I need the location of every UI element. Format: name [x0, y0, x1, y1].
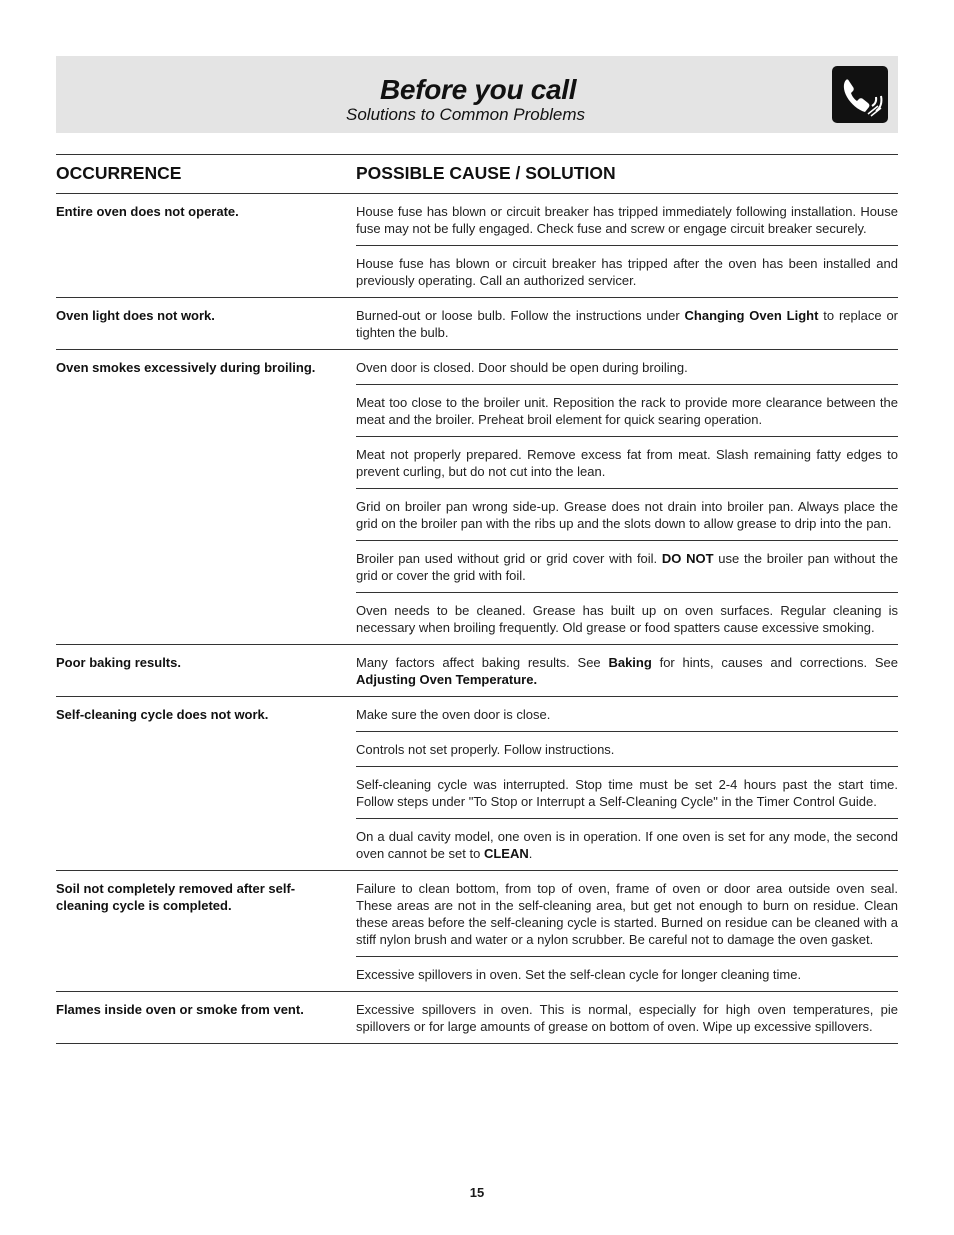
- page-number: 15: [469, 1185, 485, 1200]
- text-run: Self-cleaning cycle was interrupted. Stop time must be set 2-4 hours past the start time. Follow steps under "To Stop or Interrupt a Self-Cleaning Cycle" in the Timer Control Guide.: [356, 777, 898, 809]
- solution-text: [356, 298, 898, 349]
- solution-text: [356, 731, 898, 766]
- header-banner: [56, 56, 898, 133]
- solution-text: [356, 592, 898, 644]
- text-run: Make sure the oven door is close.: [356, 707, 551, 722]
- emphasis-text: Baking: [608, 655, 652, 670]
- table-row: [56, 697, 898, 871]
- solutions-cell: [356, 350, 898, 644]
- solution-text: [356, 488, 898, 540]
- solution-text: [356, 818, 898, 870]
- text-run: Controls not set properly. Follow instructions.: [356, 742, 615, 757]
- text-run: On a dual cavity model, one oven is in operation. If one oven is set for any mode, the second oven cannot be set to: [356, 829, 898, 861]
- column-header-occurrence: OCCURRENCE: [56, 163, 182, 183]
- solution-text: [356, 540, 898, 592]
- text-run: Excessive spillovers in oven. This is normal, especially for high oven temperatures, pie spillovers or for large amounts of grease on bottom of oven. Wipe up excessive spillovers.: [356, 1002, 898, 1034]
- solutions-cell: [356, 194, 898, 297]
- table-row: [56, 871, 898, 992]
- text-run: Failure to clean bottom, from top of oven, frame of oven or door area outside oven seal. These areas are not in the self-cleaning area, but get not enough to burn on residue. Clean these areas before the self-cleaning cycle is started. Burned on residue can be cleaned with a stiff nylon brush and water or a nylon scrubber. Be careful not to damage the oven gasket.: [356, 881, 898, 947]
- text-run: to replace or tighten the bulb.: [356, 308, 899, 340]
- solution-text: [356, 992, 898, 1043]
- table-row: [56, 194, 898, 298]
- emphasis-text: Changing Oven Light: [684, 308, 819, 323]
- solution-text: [356, 350, 898, 384]
- solution-text: [356, 766, 898, 818]
- text-run: Oven door is closed. Door should be open during broiling.: [356, 360, 688, 375]
- text-run: .: [528, 846, 533, 861]
- text-run: Meat too close to the broiler unit. Reposition the rack to provide more clearance between the meat and the broiler. Preheat broil element for quick searing operation.: [356, 395, 898, 427]
- solution-text: [356, 384, 898, 436]
- table-row: [56, 350, 898, 645]
- text-run: use the broiler pan without the grid or cover the grid with foil.: [356, 551, 898, 583]
- text-run: for hints, causes and corrections. See: [651, 655, 898, 670]
- text-run: Excessive spillovers in oven. Set the self-clean cycle for longer cleaning time.: [356, 967, 802, 982]
- text-run: Many factors affect baking results. See: [356, 655, 609, 670]
- solution-text: [356, 645, 898, 696]
- telephone-icon: [832, 66, 888, 123]
- table-row: [56, 298, 898, 350]
- solution-text: [356, 871, 898, 956]
- text-run: Burned-out or loose bulb. Follow the instructions under: [356, 308, 685, 323]
- solutions-cell: [356, 992, 898, 1043]
- emphasis-text: DO NOT: [661, 551, 714, 566]
- text-run: House fuse has blown or circuit breaker has tripped immediately following installation. House fuse may not be fully engaged. Check fuse and screw or engage circuit breaker securely.: [356, 204, 898, 236]
- solution-text: [356, 436, 898, 488]
- column-header-solution: POSSIBLE CAUSE / SOLUTION: [356, 163, 616, 183]
- text-run: Broiler pan used without grid or grid cover with foil.: [356, 551, 662, 566]
- solution-text: [356, 956, 898, 991]
- occurrence-cell: Oven smokes excessively during broiling.: [56, 360, 316, 375]
- solutions-cell: [356, 871, 898, 991]
- occurrence-cell: Oven light does not work.: [56, 308, 215, 323]
- occurrence-cell: Poor baking results.: [56, 655, 181, 670]
- troubleshooting-table: [56, 154, 898, 1044]
- page-subtitle: Solutions to Common Problems: [346, 105, 586, 124]
- text-run: House fuse has blown or circuit breaker has tripped after the oven has been installed and previously operating. Call an authorized servicer.: [356, 256, 898, 288]
- text-run: Grid on broiler pan wrong side-up. Grease does not drain into broiler pan. Always place the grid on the broiler pan with the ribs up and the slots down to allow grease to drip into the pan.: [356, 499, 898, 531]
- emphasis-text: Adjusting Oven Temperature.: [356, 672, 538, 687]
- page-title: Before you call: [380, 74, 577, 105]
- solutions-cell: [356, 645, 898, 696]
- text-run: Oven needs to be cleaned. Grease has built up on oven surfaces. Regular cleaning is necessary when broiling frequently. Old grease or food spatters cause excessive smoking.: [356, 603, 898, 635]
- table-row: [56, 645, 898, 697]
- occurrence-cell: Soil not completely removed after self-cleaning cycle is completed.: [56, 881, 296, 913]
- solution-text: [356, 697, 898, 731]
- table-row: [56, 992, 898, 1044]
- occurrence-cell: Self-cleaning cycle does not work.: [56, 707, 269, 722]
- emphasis-text: CLEAN: [483, 846, 529, 861]
- text-run: Meat not properly prepared. Remove excess fat from meat. Slash remaining fatty edges to prevent curling, but do not cut into the lean.: [356, 447, 898, 479]
- solutions-cell: [356, 697, 898, 870]
- occurrence-cell: Entire oven does not operate.: [56, 204, 239, 219]
- occurrence-cell: Flames inside oven or smoke from vent.: [56, 1002, 304, 1017]
- solutions-cell: [356, 298, 898, 349]
- solution-text: [356, 194, 898, 245]
- solution-text: [356, 245, 898, 297]
- table-header: [56, 155, 898, 194]
